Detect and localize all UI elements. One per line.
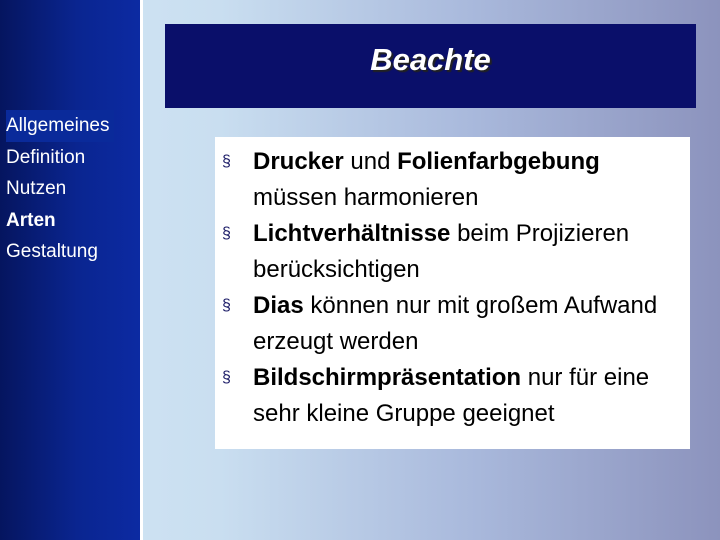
bullet-icon: § <box>222 369 231 386</box>
nav-item-arten[interactable]: Arten <box>6 209 56 231</box>
bullet-keyword: Folienfarbgebung <box>397 148 600 175</box>
sidebar <box>0 0 143 540</box>
nav-item-definition[interactable]: Definition <box>6 146 86 168</box>
bullet-item <box>215 288 690 360</box>
bullet-text: und <box>343 148 398 175</box>
slide-title: Beachte <box>370 42 491 77</box>
bullet-item <box>215 216 690 288</box>
nav-item-nutzen[interactable]: Nutzen <box>6 178 67 199</box>
nav-item-gestaltung[interactable]: Gestaltung <box>6 241 98 262</box>
bullet-text: beim Projizieren berücksichtigen <box>253 220 630 283</box>
bullet-item <box>215 360 690 432</box>
content-panel <box>215 137 690 449</box>
bullet-icon: § <box>222 225 231 242</box>
bullet-list <box>215 144 690 432</box>
nav-item-allgemeines[interactable]: Allgemeines <box>6 110 114 142</box>
bullet-text: müssen harmonieren <box>253 184 479 211</box>
title-banner <box>165 24 696 108</box>
sidebar-nav <box>6 110 114 268</box>
bullet-keyword: Drucker <box>253 148 344 175</box>
bullet-icon: § <box>222 153 231 170</box>
bullet-keyword: Bildschirmpräsentation <box>253 364 522 391</box>
bullet-item <box>215 144 690 216</box>
bullet-keyword: Dias <box>253 292 304 319</box>
bullet-text: nur für eine sehr kleine Gruppe geeignet <box>253 364 650 427</box>
bullet-text: können nur mit großem Aufwand erzeugt werden <box>253 292 658 355</box>
bullet-icon: § <box>222 297 231 314</box>
bullet-keyword: Lichtverhältnisse <box>253 220 451 247</box>
